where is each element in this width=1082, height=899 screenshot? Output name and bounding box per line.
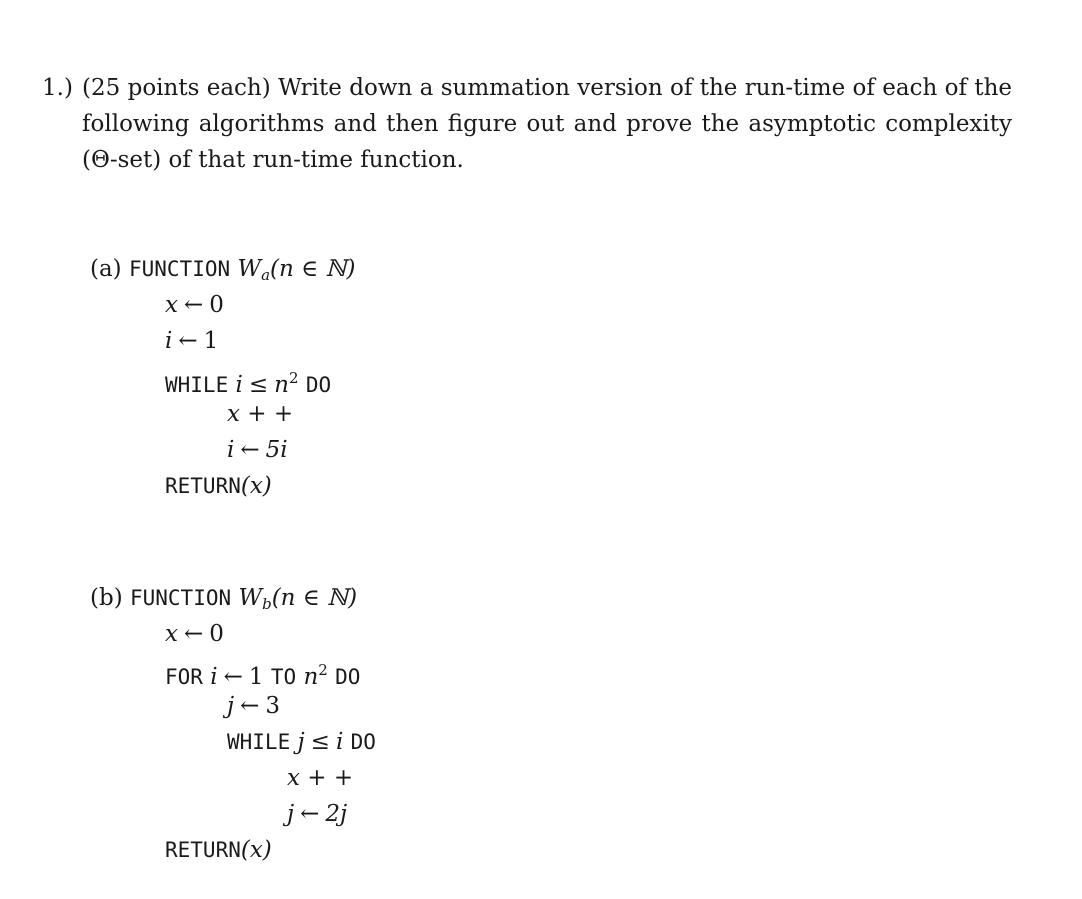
a-line-i-update — [227, 435, 288, 465]
b-function-name: W — [238, 585, 263, 611]
b-for-var: i — [210, 664, 218, 690]
b-function-args: (n ∈ ℕ) — [271, 585, 358, 611]
a-arrow-1: ← — [183, 292, 204, 318]
b-line-x-init — [165, 619, 224, 649]
a-line-i-init — [165, 326, 218, 356]
a-return-arg: (x) — [240, 473, 272, 499]
b-arrow-4: ← — [300, 801, 320, 827]
a-while-rhs: n — [274, 372, 289, 398]
a-function-header — [90, 254, 355, 284]
a-x-var: x — [165, 292, 178, 318]
b-line-return — [165, 835, 272, 865]
b-to-keyword: TO — [270, 665, 297, 689]
b-arrow-3: ← — [240, 693, 260, 719]
b-leq: ≤ — [310, 729, 330, 755]
a-function-args: (n ∈ ℕ) — [270, 256, 356, 282]
a-return-keyword: RETURN — [165, 474, 241, 498]
a-incr: x + + — [227, 401, 294, 427]
b-function-subscript: b — [262, 595, 272, 613]
b-j-var-2: j — [287, 801, 295, 827]
b-function-header — [90, 583, 357, 613]
a-label: (a) — [90, 256, 122, 282]
a-i-init: 1 — [203, 328, 219, 354]
b-incr: x + + — [287, 765, 354, 791]
b-for-sup: 2 — [318, 661, 328, 679]
b-function-keyword: FUNCTION — [129, 586, 232, 610]
b-while-lhs: j — [297, 729, 305, 755]
a-i-update: 5i — [265, 437, 288, 463]
b-label: (b) — [90, 585, 123, 611]
b-return-keyword: RETURN — [165, 838, 241, 862]
b-while-keyword: WHILE — [227, 730, 291, 754]
a-line-x-init — [165, 290, 224, 320]
a-line-incr — [227, 399, 293, 429]
a-x-init: 0 — [209, 292, 224, 318]
b-x-var: x — [165, 621, 178, 647]
a-function-name: W — [237, 256, 262, 282]
problem-statement — [42, 70, 1012, 178]
a-arrow-2: ← — [178, 328, 198, 354]
b-line-j-update — [287, 799, 347, 829]
b-j-init: 3 — [265, 693, 281, 719]
b-do-keyword-1: DO — [335, 665, 361, 689]
a-i-var: i — [165, 328, 173, 354]
a-line-return — [165, 471, 272, 501]
b-arrow-1: ← — [183, 621, 204, 647]
b-for-keyword: FOR — [165, 665, 203, 689]
b-return-arg: (x) — [240, 837, 272, 863]
b-j-update: 2j — [325, 801, 348, 827]
problem-text: (25 points each) Write down a summation version of the run-time of each of the following algorithms and then figure out and prove the asymptotic complexity (Θ-set) of that run-time function. — [82, 75, 1012, 173]
problem-number: 1.) — [42, 75, 73, 101]
a-leq: ≤ — [248, 372, 269, 398]
a-i-var-2: i — [227, 437, 235, 463]
b-do-keyword-2: DO — [350, 730, 376, 754]
a-function-subscript: a — [261, 266, 271, 284]
a-while-keyword: WHILE — [165, 373, 229, 397]
b-line-while — [227, 727, 376, 757]
b-for-end: n — [303, 664, 319, 690]
a-while-lhs: i — [235, 372, 243, 398]
b-line-incr — [287, 763, 353, 793]
a-line-while — [165, 363, 332, 398]
b-line-for — [165, 655, 361, 690]
b-x-init: 0 — [209, 621, 224, 647]
a-arrow-3: ← — [240, 437, 260, 463]
b-arrow-2: ← — [223, 664, 243, 690]
a-do-keyword: DO — [305, 373, 332, 397]
b-line-j-init — [227, 691, 280, 721]
b-for-start: 1 — [248, 664, 264, 690]
b-while-rhs: i — [335, 729, 344, 755]
a-while-sup: 2 — [289, 369, 299, 387]
a-function-keyword: FUNCTION — [128, 257, 231, 281]
b-j-var: j — [227, 693, 235, 719]
